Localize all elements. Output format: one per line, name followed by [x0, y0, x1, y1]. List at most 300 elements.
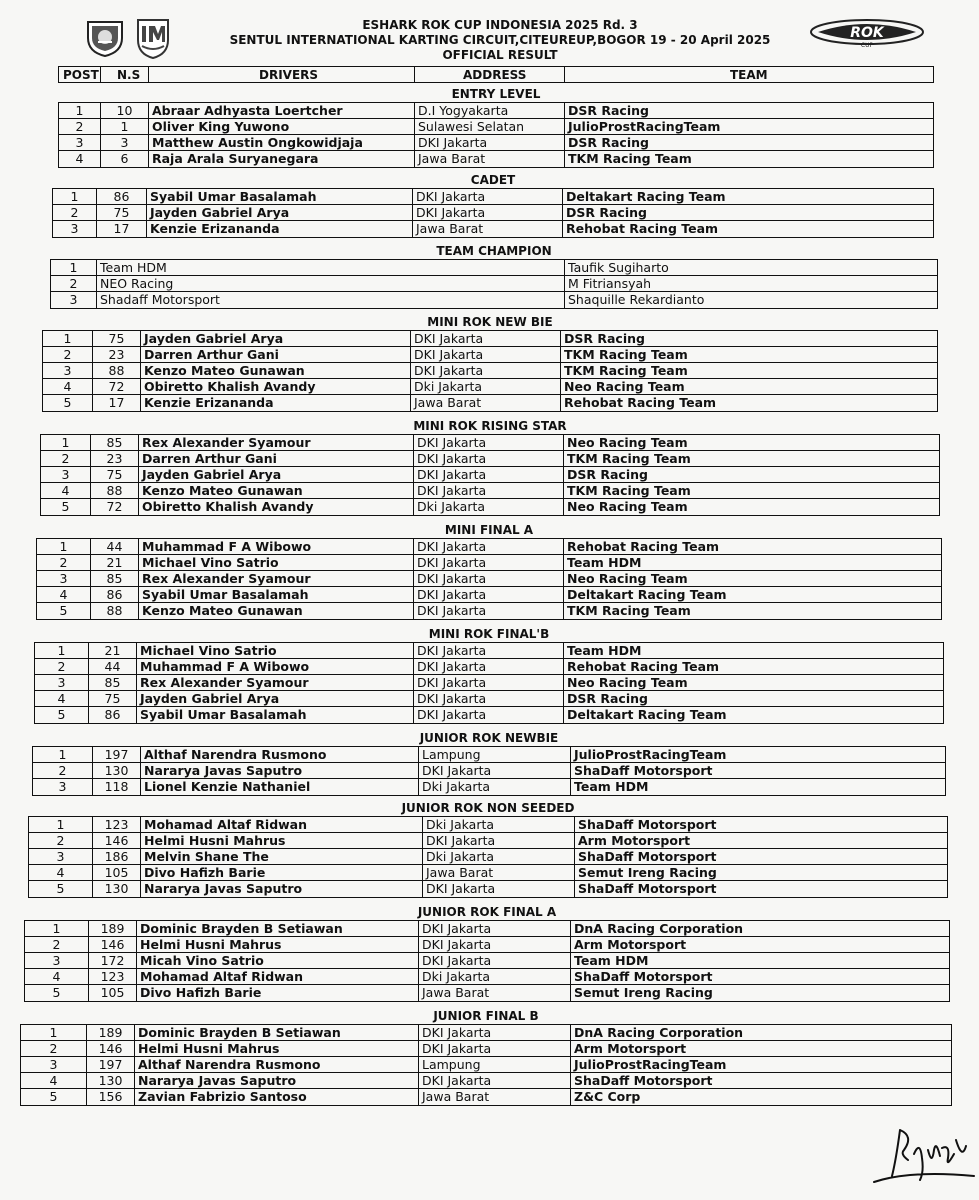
table-row [59, 119, 933, 135]
driver-name-cell: Michael Vino Satrio [137, 643, 414, 658]
position-cell: 4 [35, 691, 89, 706]
kart-number-cell: 172 [89, 953, 137, 968]
column-header-row [58, 66, 934, 83]
position-cell: 1 [41, 435, 91, 450]
address-cell: Dki Jakarta [419, 969, 571, 984]
driver-name-cell: Raja Arala Suryanegara [149, 151, 415, 167]
team-cell: DSR Racing [567, 467, 648, 482]
driver-name-cell: Zavian Fabrizio Santoso [135, 1089, 419, 1105]
section-table [32, 746, 946, 796]
address-cell: Jawa Barat [415, 151, 565, 167]
kart-number-cell: 130 [87, 1073, 135, 1088]
position-cell: 1 [53, 189, 97, 204]
team-cell: Team HDM [567, 555, 642, 570]
driver-name-cell: Syabil Umar Basalamah [139, 587, 414, 602]
team-cell: Neo Racing Team [567, 675, 688, 690]
kart-number-cell: 85 [91, 435, 139, 450]
kart-number-cell: 197 [87, 1057, 135, 1072]
table-row [37, 555, 941, 571]
table-row [53, 205, 933, 221]
driver-name-cell: Jayden Gabriel Arya [141, 331, 411, 346]
table-row [43, 347, 937, 363]
team-cell: Rehobat Racing Team [567, 539, 720, 554]
table-row [35, 643, 943, 659]
section-title: CADET [470, 173, 516, 187]
driver-name-cell: Syabil Umar Basalamah [137, 707, 414, 723]
position-cell: 5 [21, 1089, 87, 1105]
kart-number-cell: 88 [93, 363, 141, 378]
table-row [21, 1041, 951, 1057]
team-cell: TKM Racing Team [568, 151, 692, 166]
table-row [33, 779, 945, 795]
driver-name-cell: Darren Arthur Gani [141, 347, 411, 362]
position-cell: 4 [25, 969, 89, 984]
kart-number-cell: 86 [89, 707, 137, 723]
kart-number-cell: 146 [87, 1041, 135, 1056]
kart-number-cell: 23 [91, 451, 139, 466]
team-cell: Neo Racing Team [567, 571, 688, 586]
driver-name-cell: Abraar Adhyasta Loertcher [149, 103, 415, 118]
address-cell: Jawa Barat [419, 985, 571, 1001]
position-cell: 2 [51, 276, 97, 291]
section-table [24, 920, 950, 1002]
table-row [21, 1073, 951, 1089]
position-cell: 3 [53, 221, 97, 237]
address-cell: Dki Jakarta [423, 817, 575, 832]
table-row [29, 865, 947, 881]
team-cell: Team HDM [567, 643, 642, 658]
team-manager-cell: Shaquille Rekardianto [568, 292, 705, 307]
team-cell: DSR Racing [568, 103, 649, 118]
driver-name-cell: Darren Arthur Gani [139, 451, 414, 466]
address-cell: DKI Jakarta [423, 881, 575, 897]
kart-number-cell: 21 [91, 555, 139, 570]
address-cell: DKI Jakarta [414, 571, 564, 586]
table-row [53, 189, 933, 205]
address-cell: DKI Jakarta [411, 331, 561, 346]
section-title: JUNIOR FINAL B [433, 1009, 539, 1023]
kart-number-cell: 186 [93, 849, 141, 864]
position-cell: 1 [21, 1025, 87, 1040]
position-cell: 3 [33, 779, 93, 795]
table-row [59, 103, 933, 119]
cup-logo-text: CUP [860, 42, 874, 48]
kart-number-cell: 105 [93, 865, 141, 880]
section-title: MINI ROK NEW BIE [427, 315, 553, 329]
team-name-cell: Shadaff Motorsport [97, 292, 565, 308]
driver-name-cell: Althaf Narendra Rusmono [141, 747, 419, 762]
position-cell: 3 [25, 953, 89, 968]
kart-number-cell: 44 [91, 539, 139, 554]
position-cell: 3 [37, 571, 91, 586]
col-drivers-header: DRIVERS [149, 67, 415, 82]
position-cell: 3 [43, 363, 93, 378]
table-row [41, 499, 939, 515]
address-cell: Jawa Barat [419, 1089, 571, 1105]
address-cell: Sulawesi Selatan [415, 119, 565, 134]
address-cell: DKI Jakarta [414, 691, 564, 706]
driver-name-cell: Nararya Javas Saputro [141, 763, 419, 778]
position-cell: 1 [59, 103, 101, 118]
team-cell: JulioProstRacingTeam [574, 747, 727, 762]
address-cell: DKI Jakarta [419, 953, 571, 968]
position-cell: 1 [37, 539, 91, 554]
driver-name-cell: Muhammad F A Wibowo [139, 539, 414, 554]
address-cell: DKI Jakarta [414, 675, 564, 690]
kart-number-cell: 146 [93, 833, 141, 848]
address-cell: D.I Yogyakarta [415, 103, 565, 118]
kart-number-cell: 44 [89, 659, 137, 674]
table-row [43, 363, 937, 379]
team-cell: Semut Ireng Racing [574, 985, 713, 1000]
driver-name-cell: Rex Alexander Syamour [139, 571, 414, 586]
position-cell: 5 [35, 707, 89, 723]
position-cell: 1 [43, 331, 93, 346]
result-section [58, 86, 934, 168]
position-cell: 3 [41, 467, 91, 482]
driver-name-cell: Matthew Austin Ongkowidjaja [149, 135, 415, 150]
address-cell: DKI Jakarta [414, 707, 564, 723]
kart-number-cell: 3 [101, 135, 149, 150]
result-section [28, 800, 948, 898]
table-row [29, 817, 947, 833]
driver-name-cell: Dominic Brayden B Setiawan [137, 921, 419, 936]
team-manager-cell: Taufik Sugiharto [568, 260, 669, 275]
position-cell: 2 [37, 555, 91, 570]
team-cell: DnA Racing Corporation [574, 1025, 744, 1040]
table-row [37, 603, 941, 619]
team-cell: ShaDaff Motorsport [574, 1073, 713, 1088]
driver-name-cell: Rex Alexander Syamour [137, 675, 414, 690]
section-title: MINI FINAL A [444, 523, 534, 537]
table-row [59, 135, 933, 151]
col-ns-header: N.S [101, 67, 149, 82]
table-row [29, 881, 947, 897]
team-cell: JulioProstRacingTeam [574, 1057, 727, 1072]
table-row [37, 587, 941, 603]
team-cell: TKM Racing Team [567, 603, 691, 618]
address-cell: Dki Jakarta [411, 379, 561, 394]
position-cell: 2 [35, 659, 89, 674]
address-cell: DKI Jakarta [414, 555, 564, 570]
table-row [35, 691, 943, 707]
driver-name-cell: Kenzo Mateo Gunawan [139, 483, 414, 498]
driver-name-cell: Syabil Umar Basalamah [147, 189, 413, 204]
team-cell: Neo Racing Team [567, 435, 688, 450]
position-cell: 2 [29, 833, 93, 848]
club-emblem-logo [84, 16, 126, 58]
team-cell: Deltakart Racing Team [567, 707, 727, 722]
position-cell: 4 [21, 1073, 87, 1088]
section-table [36, 538, 942, 620]
team-cell: Z&C Corp [574, 1089, 641, 1104]
driver-name-cell: Obiretto Khalish Avandy [141, 379, 411, 394]
driver-name-cell: Dominic Brayden B Setiawan [135, 1025, 419, 1040]
position-cell: 3 [29, 849, 93, 864]
table-row [53, 221, 933, 237]
driver-name-cell: Mohamad Altaf Ridwan [137, 969, 419, 984]
driver-name-cell: Kenzo Mateo Gunawan [139, 603, 414, 619]
table-row [35, 675, 943, 691]
driver-name-cell: Jayden Gabriel Arya [139, 467, 414, 482]
position-cell: 4 [43, 379, 93, 394]
team-manager-cell: M Fitriansyah [568, 276, 652, 291]
driver-name-cell: Lionel Kenzie Nathaniel [141, 779, 419, 795]
kart-number-cell: 75 [93, 331, 141, 346]
address-cell: Jawa Barat [413, 221, 563, 237]
table-row [51, 276, 937, 292]
team-cell: ShaDaff Motorsport [574, 969, 713, 984]
address-cell: Dki Jakarta [423, 849, 575, 864]
team-cell: TKM Racing Team [564, 363, 688, 378]
kart-number-cell: 1 [101, 119, 149, 134]
team-cell: Neo Racing Team [564, 379, 685, 394]
document-title [200, 18, 800, 63]
team-cell: JulioProstRacingTeam [568, 119, 721, 134]
position-cell: 1 [51, 260, 97, 275]
kart-number-cell: 6 [101, 151, 149, 167]
position-cell: 4 [37, 587, 91, 602]
section-title: JUNIOR ROK NEWBIE [419, 731, 559, 745]
position-cell: 3 [59, 135, 101, 150]
address-cell: DKI Jakarta [411, 363, 561, 378]
team-cell: TKM Racing Team [567, 483, 691, 498]
team-cell: DSR Racing [564, 331, 645, 346]
position-cell: 5 [29, 881, 93, 897]
section-title: JUNIOR ROK NON SEEDED [401, 801, 575, 815]
team-cell: ShaDaff Motorsport [578, 849, 717, 864]
position-cell: 1 [29, 817, 93, 832]
table-row [59, 151, 933, 167]
kart-number-cell: 146 [89, 937, 137, 952]
table-row [33, 763, 945, 779]
driver-name-cell: Divo Hafizh Barie [137, 985, 419, 1001]
team-cell: ShaDaff Motorsport [574, 763, 713, 778]
position-cell: 3 [21, 1057, 87, 1072]
driver-name-cell: Divo Hafizh Barie [141, 865, 423, 880]
kart-number-cell: 72 [91, 499, 139, 515]
address-cell: DKI Jakarta [419, 1073, 571, 1088]
team-cell: Rehobat Racing Team [567, 659, 720, 674]
table-row [21, 1089, 951, 1105]
team-cell: Arm Motorsport [574, 1041, 687, 1056]
table-row [35, 707, 943, 723]
table-row [21, 1025, 951, 1041]
section-title: MINI ROK FINAL'B [428, 627, 550, 641]
team-cell: DSR Racing [568, 135, 649, 150]
kart-number-cell: 86 [97, 189, 147, 204]
kart-number-cell: 72 [93, 379, 141, 394]
position-cell: 2 [59, 119, 101, 134]
document-header [0, 0, 979, 66]
address-cell: DKI Jakarta [419, 937, 571, 952]
kart-number-cell: 88 [91, 483, 139, 498]
team-cell: Arm Motorsport [574, 937, 687, 952]
table-row [25, 969, 949, 985]
driver-name-cell: Helmi Husni Mahrus [137, 937, 419, 952]
table-row [33, 747, 945, 763]
address-cell: Jawa Barat [411, 395, 561, 411]
position-cell: 3 [35, 675, 89, 690]
kart-number-cell: 123 [89, 969, 137, 984]
team-cell: Team HDM [574, 779, 649, 794]
team-name-cell: Team HDM [97, 260, 565, 275]
section-table [34, 642, 944, 724]
position-cell: 2 [43, 347, 93, 362]
address-cell: DKI Jakarta [414, 643, 564, 658]
address-cell: DKI Jakarta [414, 435, 564, 450]
team-cell: Deltakart Racing Team [567, 587, 727, 602]
rok-cup-logo [808, 18, 926, 48]
kart-number-cell: 118 [93, 779, 141, 795]
table-row [43, 395, 937, 411]
position-cell: 3 [51, 292, 97, 308]
section-table [50, 259, 938, 309]
address-cell: Jawa Barat [423, 865, 575, 880]
section-title: MINI ROK RISING STAR [413, 419, 567, 433]
result-section [42, 314, 938, 412]
position-cell: 5 [25, 985, 89, 1001]
col-team-header: TEAM [730, 68, 768, 82]
result-section [24, 904, 950, 1002]
team-cell: DSR Racing [566, 205, 647, 220]
kart-number-cell: 123 [93, 817, 141, 832]
address-cell: DKI Jakarta [414, 539, 564, 554]
table-row [37, 571, 941, 587]
team-cell: Neo Racing Team [567, 499, 688, 514]
table-row [41, 451, 939, 467]
driver-name-cell: Helmi Husni Mahrus [135, 1041, 419, 1056]
driver-name-cell: Oliver King Yuwono [149, 119, 415, 134]
position-cell: 1 [33, 747, 93, 762]
kart-number-cell: 105 [89, 985, 137, 1001]
table-row [41, 483, 939, 499]
address-cell: DKI Jakarta [415, 135, 565, 150]
table-row [25, 937, 949, 953]
table-row [29, 849, 947, 865]
team-cell: Arm Motorsport [578, 833, 691, 848]
team-cell: TKM Racing Team [567, 451, 691, 466]
position-cell: 4 [41, 483, 91, 498]
driver-name-cell: Obiretto Khalish Avandy [139, 499, 414, 515]
address-cell: Dki Jakarta [419, 779, 571, 795]
table-row [25, 921, 949, 937]
table-row [51, 260, 937, 276]
section-table [40, 434, 940, 516]
section-table [52, 188, 934, 238]
address-cell: Lampung [419, 1057, 571, 1072]
table-row [21, 1057, 951, 1073]
kart-number-cell: 10 [101, 103, 149, 118]
kart-number-cell: 156 [87, 1089, 135, 1105]
table-row [37, 539, 941, 555]
team-cell: Team HDM [574, 953, 649, 968]
position-cell: 4 [59, 151, 101, 167]
team-cell: DnA Racing Corporation [574, 921, 744, 936]
venue-line: SENTUL INTERNATIONAL KARTING CIRCUIT,CITEUREUP,BOGOR 19 - 20 April 2025 [229, 33, 771, 47]
address-cell: DKI Jakarta [419, 1025, 571, 1040]
team-cell: ShaDaff Motorsport [578, 817, 717, 832]
kart-number-cell: 75 [97, 205, 147, 220]
table-row [51, 292, 937, 308]
table-row [35, 659, 943, 675]
kart-number-cell: 21 [89, 643, 137, 658]
address-cell: DKI Jakarta [419, 921, 571, 936]
address-cell: Lampung [419, 747, 571, 762]
kart-number-cell: 88 [91, 603, 139, 619]
kart-number-cell: 130 [93, 881, 141, 897]
address-cell: DKI Jakarta [413, 205, 563, 220]
kart-number-cell: 75 [91, 467, 139, 482]
driver-name-cell: Melvin Shane The [141, 849, 423, 864]
kart-number-cell: 130 [93, 763, 141, 778]
section-title: TEAM CHAMPION [436, 244, 552, 258]
section-table [28, 816, 948, 898]
result-section [36, 522, 942, 620]
address-cell: DKI Jakarta [411, 347, 561, 362]
section-table [20, 1024, 952, 1106]
driver-name-cell: Nararya Javas Saputro [135, 1073, 419, 1088]
table-row [25, 953, 949, 969]
address-cell: DKI Jakarta [419, 1041, 571, 1056]
driver-name-cell: Helmi Husni Mahrus [141, 833, 423, 848]
kart-number-cell: 23 [93, 347, 141, 362]
driver-name-cell: Jayden Gabriel Arya [137, 691, 414, 706]
team-cell: Deltakart Racing Team [566, 189, 726, 204]
rok-logo-text: ROK [850, 25, 884, 41]
official-result-label: OFFICIAL RESULT [442, 48, 558, 62]
driver-name-cell: Michael Vino Satrio [139, 555, 414, 570]
address-cell: DKI Jakarta [414, 659, 564, 674]
position-cell: 1 [25, 921, 89, 936]
kart-number-cell: 197 [93, 747, 141, 762]
team-cell: Rehobat Racing Team [566, 221, 719, 236]
address-cell: DKI Jakarta [414, 467, 564, 482]
driver-name-cell: Mohamad Altaf Ridwan [141, 817, 423, 832]
team-cell: Semut Ireng Racing [578, 865, 717, 880]
position-cell: 2 [41, 451, 91, 466]
table-row [43, 379, 937, 395]
team-cell: ShaDaff Motorsport [578, 881, 717, 896]
team-cell: DSR Racing [567, 691, 648, 706]
section-table [58, 102, 934, 168]
result-section [50, 243, 938, 309]
address-cell: DKI Jakarta [414, 483, 564, 498]
col-pos-header: POST [59, 67, 101, 82]
driver-name-cell: Althaf Narendra Rusmono [135, 1057, 419, 1072]
table-row [29, 833, 947, 849]
driver-name-cell: Kenzie Erizananda [141, 395, 411, 411]
driver-name-cell: Rex Alexander Syamour [139, 435, 414, 450]
event-title: ESHARK ROK CUP INDONESIA 2025 Rd. 3 [362, 18, 638, 32]
address-cell: DKI Jakarta [414, 603, 564, 619]
result-section [52, 172, 934, 238]
position-cell: 5 [37, 603, 91, 619]
table-row [25, 985, 949, 1001]
result-section [32, 730, 946, 796]
section-title: JUNIOR ROK FINAL A [417, 905, 557, 919]
col-address-header: ADDRESS [415, 67, 565, 82]
address-cell: DKI Jakarta [419, 763, 571, 778]
driver-name-cell: Kenzie Erizananda [147, 221, 413, 237]
association-logo [132, 16, 174, 60]
position-cell: 5 [41, 499, 91, 515]
position-cell: 1 [35, 643, 89, 658]
address-cell: DKI Jakarta [413, 189, 563, 204]
table-row [43, 331, 937, 347]
driver-name-cell: Kenzo Mateo Gunawan [141, 363, 411, 378]
table-row [41, 435, 939, 451]
